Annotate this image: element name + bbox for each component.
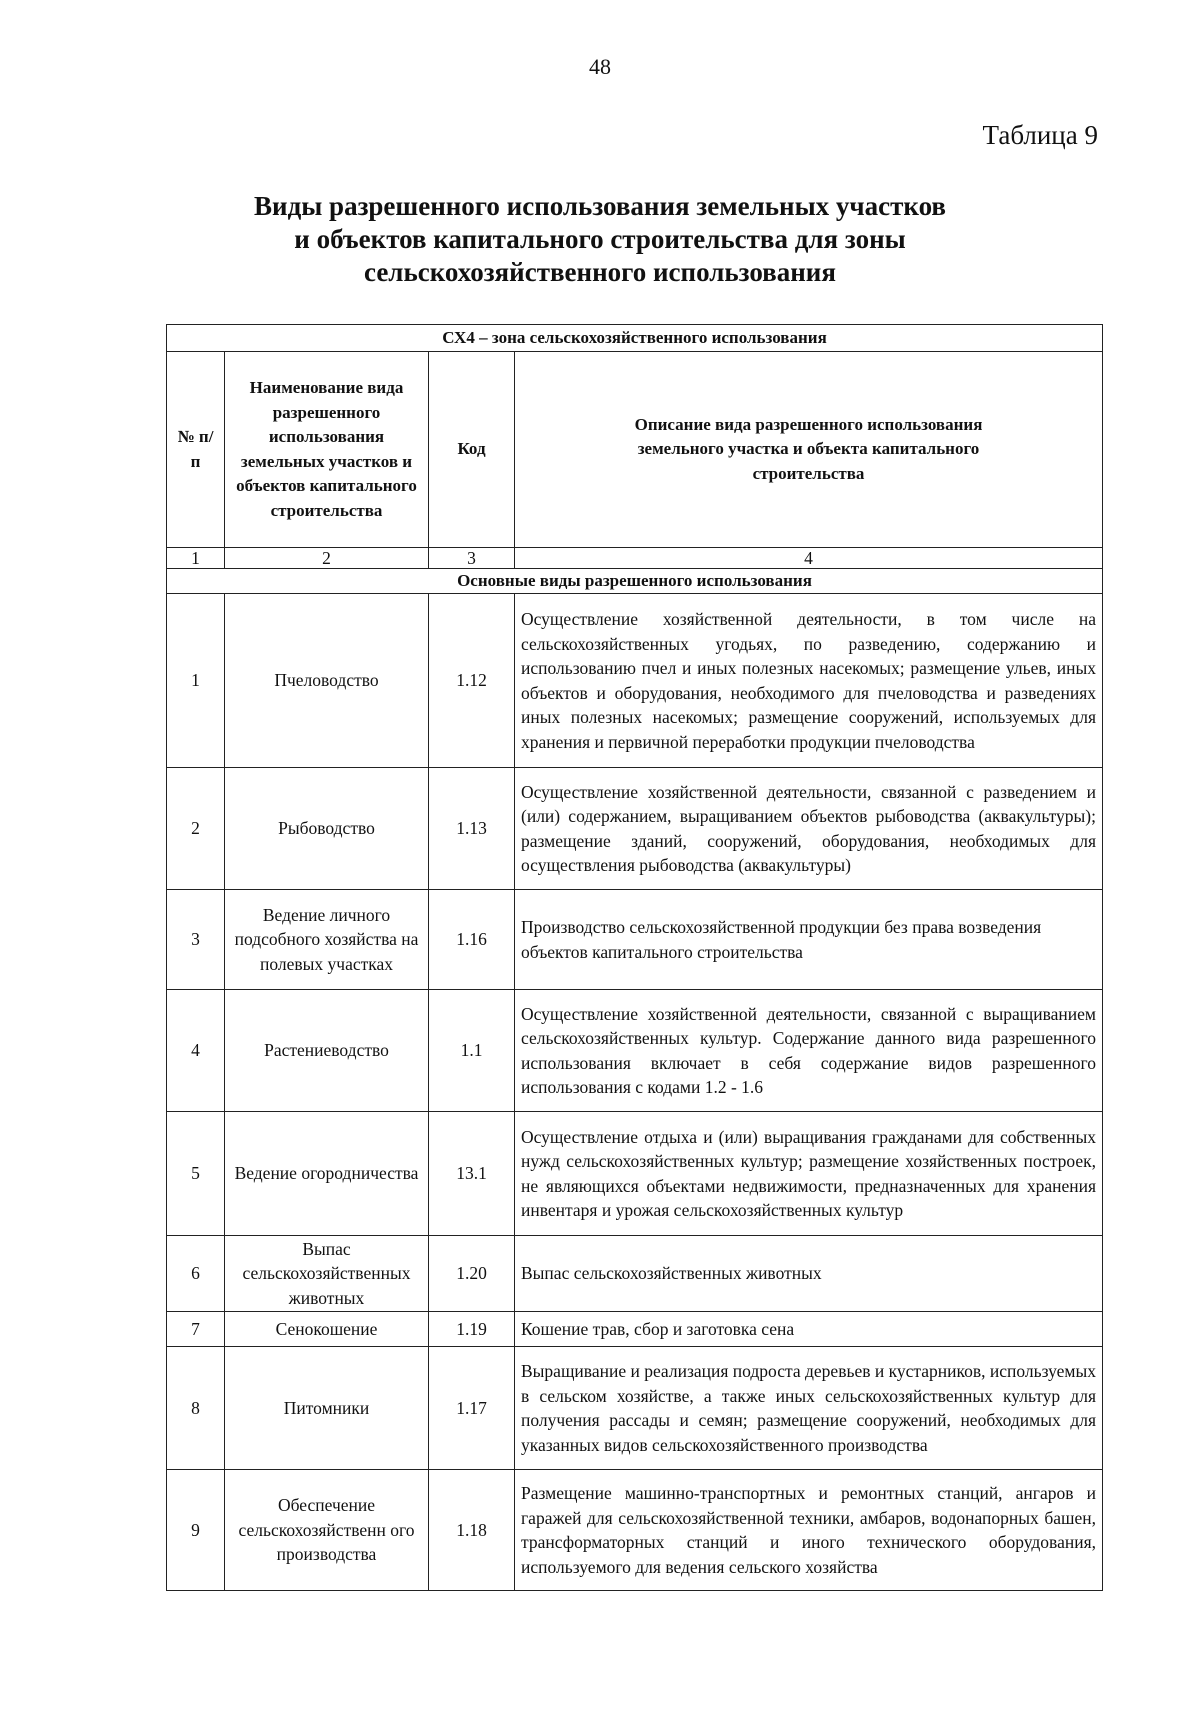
row-code: 1.20 bbox=[429, 1236, 515, 1312]
column-number: 3 bbox=[429, 548, 515, 569]
row-code: 1.16 bbox=[429, 890, 515, 990]
row-code: 1.13 bbox=[429, 768, 515, 890]
row-name: Сенокошение bbox=[225, 1312, 429, 1347]
row-name: Питомники bbox=[225, 1347, 429, 1470]
table-row bbox=[167, 594, 1103, 768]
document-title bbox=[150, 190, 1050, 289]
table-row bbox=[167, 1312, 1103, 1347]
row-number: 5 bbox=[167, 1112, 225, 1236]
row-code: 1.17 bbox=[429, 1347, 515, 1470]
row-name: Выпас сельскохозяйственных животных bbox=[225, 1236, 429, 1312]
section-title: Основные виды разрешенного использования bbox=[167, 569, 1103, 594]
row-description: Выращивание и реализация подроста деревьев и кустарников, используемых в сельском хозяйстве, а также иных сельскохозяйственных культур для получения рассады и семян; размещение сооружений, необходимых для указанных видов сельскохозяйственного производства bbox=[515, 1347, 1103, 1470]
column-header-name: Наименование вида разрешенного использования земельных участков и объектов капитального строительства bbox=[225, 352, 429, 548]
row-description: Производство сельскохозяйственной продукции без права возведения объектов капитального строительства bbox=[515, 890, 1103, 990]
row-description: Выпас сельскохозяйственных животных bbox=[515, 1236, 1103, 1312]
row-number: 8 bbox=[167, 1347, 225, 1470]
table-row bbox=[167, 1347, 1103, 1470]
row-number: 3 bbox=[167, 890, 225, 990]
table-row bbox=[167, 990, 1103, 1112]
row-name: Ведение личного подсобного хозяйства на полевых участках bbox=[225, 890, 429, 990]
title-line-2: и объектов капитального строительства для зоны bbox=[294, 224, 906, 254]
row-name: Пчеловодство bbox=[225, 594, 429, 768]
table-row bbox=[167, 768, 1103, 890]
column-number: 4 bbox=[515, 548, 1103, 569]
row-description: Осуществление хозяйственной деятельности, связанной с разведением и (или) содержанием, выращиванием объектов рыбоводства (аквакультуры); размещение зданий, сооружений, оборудования, необходимых для осуществления рыбоводства (аквакультуры) bbox=[515, 768, 1103, 890]
row-description: Осуществление отдыха и (или) выращивания гражданами для собственных нужд сельскохозяйственных культур; размещение хозяйственных построек, не являющихся объектами недвижимости, предназначенных для хранения инвентаря и урожая сельскохозяйственных культур bbox=[515, 1112, 1103, 1236]
column-number: 2 bbox=[225, 548, 429, 569]
land-use-table bbox=[166, 324, 1103, 1591]
column-header-code: Код bbox=[429, 352, 515, 548]
column-number: 1 bbox=[167, 548, 225, 569]
row-name: Ведение огородничества bbox=[225, 1112, 429, 1236]
table-row bbox=[167, 1470, 1103, 1591]
table-row bbox=[167, 1236, 1103, 1312]
table-row bbox=[167, 890, 1103, 990]
row-description: Размещение машинно-транспортных и ремонтных станций, ангаров и гаражей для сельскохозяйственной техники, амбаров, водонапорных башен, трансформаторных станций и иного технического оборудования, используемого для ведения сельского хозяйства bbox=[515, 1470, 1103, 1591]
row-description: Осуществление хозяйственной деятельности, в том числе на сельскохозяйственных угодьях, по разведению, содержанию и использованию пчел и иных полезных насекомых; размещение ульев, иных объектов и оборудования, необходимого для пчеловодства и разведениях иных полезных насекомых; размещение сооружений, используемых для хранения и первичной переработки продукции пчеловодства bbox=[515, 594, 1103, 768]
row-number: 4 bbox=[167, 990, 225, 1112]
zone-header: СХ4 – зона сельскохозяйственного использования bbox=[167, 325, 1103, 352]
row-code: 1.12 bbox=[429, 594, 515, 768]
row-name: Растениеводство bbox=[225, 990, 429, 1112]
row-description: Кошение трав, сбор и заготовка сена bbox=[515, 1312, 1103, 1347]
column-header-num: № п/п bbox=[167, 352, 225, 548]
row-code: 13.1 bbox=[429, 1112, 515, 1236]
row-code: 1.19 bbox=[429, 1312, 515, 1347]
title-line-1: Виды разрешенного использования земельных участков bbox=[254, 191, 946, 221]
row-number: 2 bbox=[167, 768, 225, 890]
row-number: 6 bbox=[167, 1236, 225, 1312]
table-row bbox=[167, 1112, 1103, 1236]
row-code: 1.1 bbox=[429, 990, 515, 1112]
row-number: 7 bbox=[167, 1312, 225, 1347]
row-description: Осуществление хозяйственной деятельности, связанной с выращиванием сельскохозяйственных культур. Содержание данного вида разрешенного использования включает в себя содержание видов разрешенного использования с кодами 1.2 - 1.6 bbox=[515, 990, 1103, 1112]
row-number: 9 bbox=[167, 1470, 225, 1591]
row-name: Рыбоводство bbox=[225, 768, 429, 890]
column-header-desc: Описание вида разрешенного использования земельного участка и объекта капитального строительства bbox=[515, 352, 1103, 548]
page-number: 48 bbox=[589, 54, 611, 79]
table-label: Таблица 9 bbox=[982, 120, 1098, 150]
title-line-3: сельскохозяйственного использования bbox=[364, 257, 836, 287]
row-code: 1.18 bbox=[429, 1470, 515, 1591]
row-name: Обеспечение сельскохозяйственн ого производства bbox=[225, 1470, 429, 1591]
row-number: 1 bbox=[167, 594, 225, 768]
